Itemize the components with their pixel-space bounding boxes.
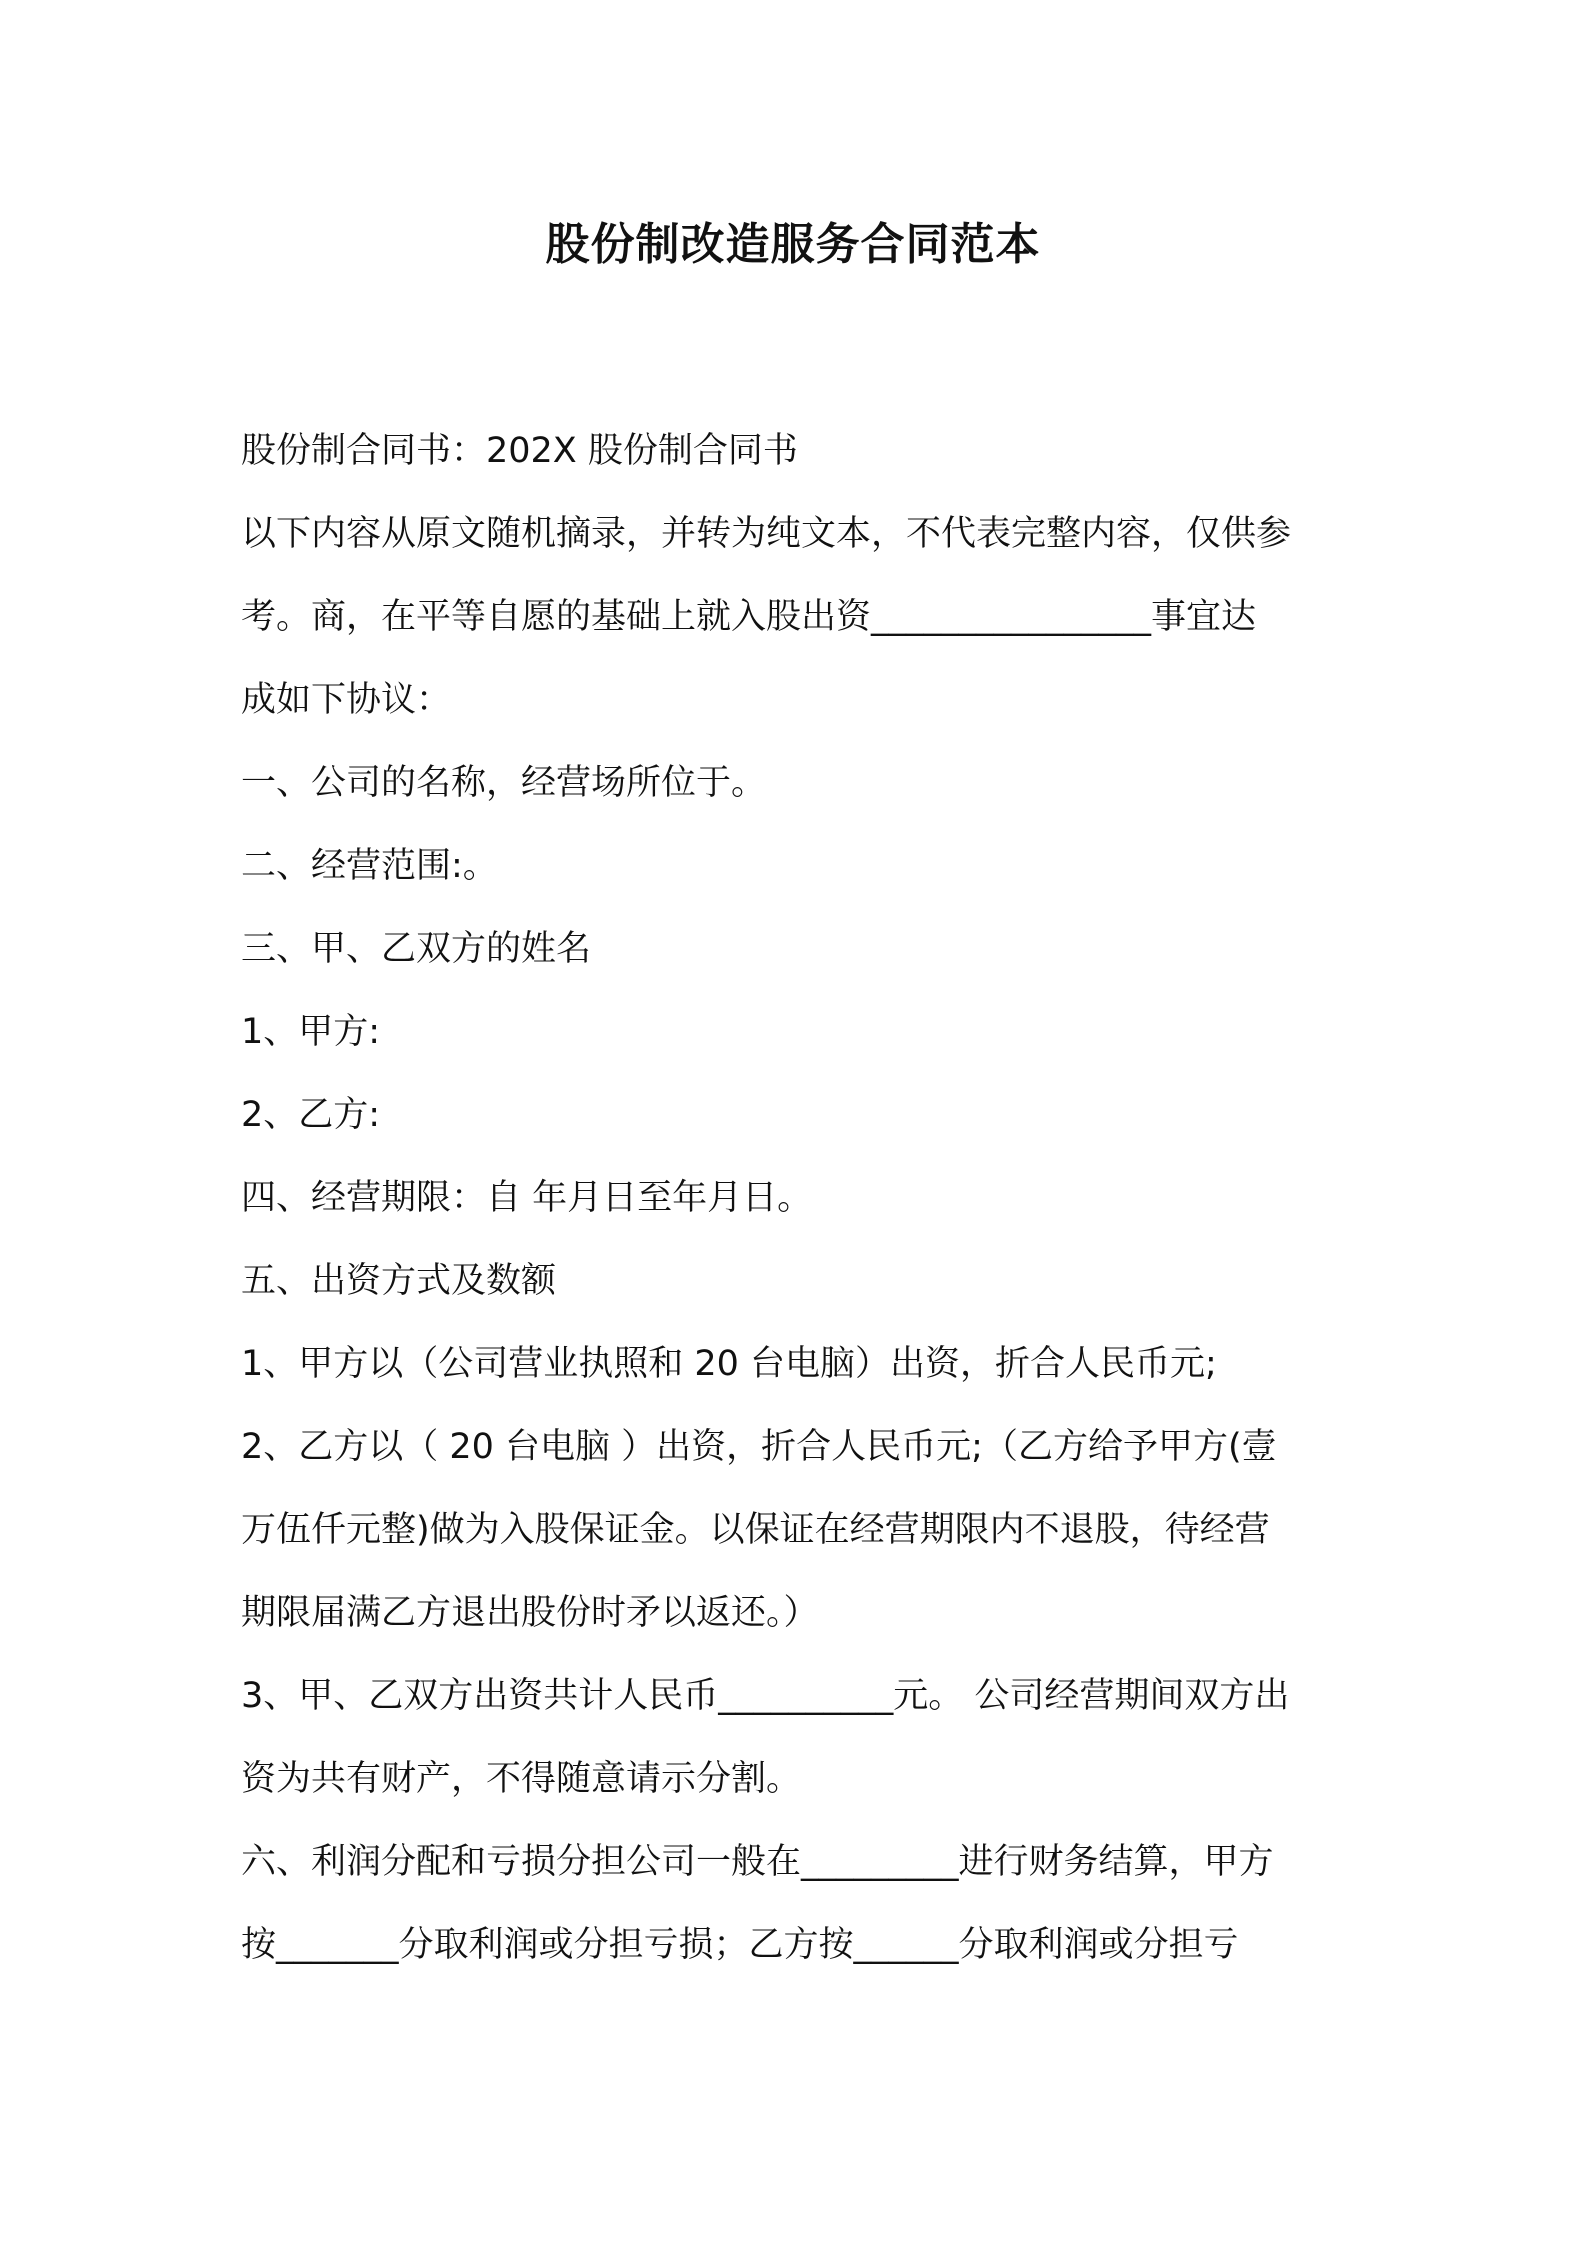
- body-line: 考。商，在平等自愿的基础上就入股出资________________事宜达: [241, 597, 1257, 637]
- body-line: 四、经营期限：自 年月日至年月日。: [241, 1178, 813, 1218]
- body-line: 资为共有财产，不得随意请示分割。: [241, 1759, 802, 1799]
- body-line: 按_______分取利润或分担亏损；乙方按______分取利润或分担亏: [241, 1925, 1239, 1965]
- body-line: 二、经营范围:。: [241, 846, 498, 886]
- document-title: 股份制改造服务合同范本: [545, 219, 1041, 270]
- body-line: 三、甲、乙双方的姓名: [241, 929, 592, 969]
- body-line: 成如下协议：: [241, 680, 452, 720]
- body-line: 1、甲方:: [241, 1012, 381, 1052]
- body-line: 六、利润分配和亏损分担公司一般在_________进行财务结算，甲方: [241, 1842, 1274, 1882]
- body-line: 2、乙方以（ 20 台电脑 ）出资，折合人民币元;（乙方给予甲方(壹: [241, 1427, 1277, 1467]
- body-line: 3、甲、乙双方出资共计人民币__________元。 公司经营期间双方出: [241, 1676, 1290, 1716]
- body-line: 2、乙方:: [241, 1095, 381, 1135]
- body-line: 股份制合同书：202X 股份制合同书: [241, 431, 798, 471]
- body-line: 万伍仟元整)做为入股保证金。以保证在经营期限内不退股，待经营: [241, 1510, 1270, 1550]
- body-line: 期限届满乙方退出股份时矛以返还。）: [241, 1593, 819, 1633]
- body-line: 以下内容从原文随机摘录，并转为纯文本，不代表完整内容，仅供参: [241, 514, 1292, 554]
- body-line: 1、甲方以（公司营业执照和 20 台电脑）出资，折合人民币元;: [241, 1344, 1217, 1384]
- body-line: 一、公司的名称，经营场所位于。: [241, 763, 767, 803]
- body-line: 五、出资方式及数额: [241, 1261, 557, 1301]
- document-body: [241, 410, 1361, 1987]
